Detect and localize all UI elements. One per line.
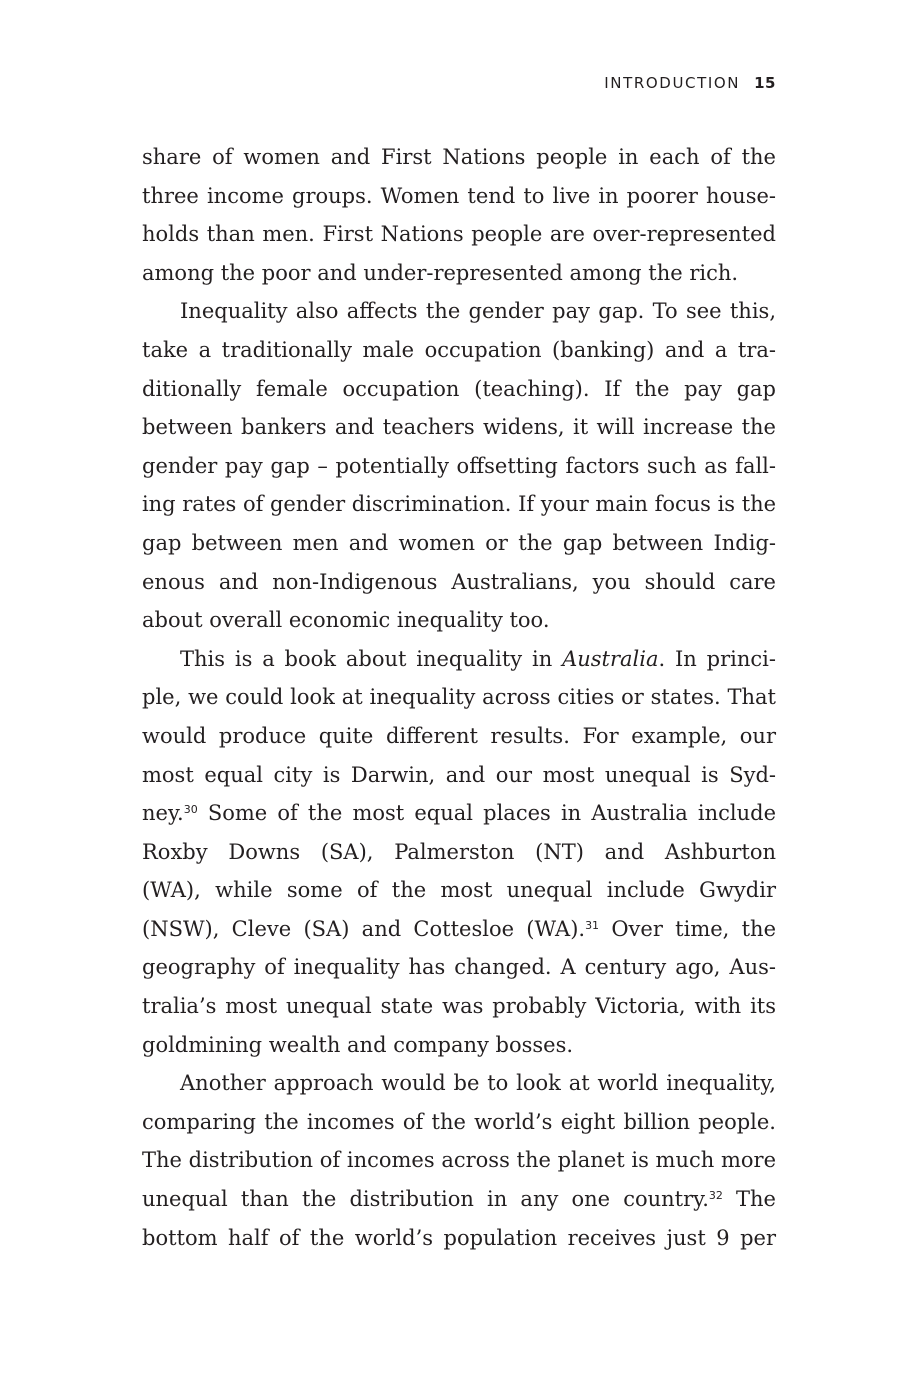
text-line: The distribution of incomes across the planet is much more [142,1148,776,1173]
text-line: gender pay gap – potentially offsetting factors such as fall- [142,453,776,478]
text-line: Roxby Downs (SA), Palmerston (NT) and Ashburton [142,839,776,864]
footnote-reference: 32 [708,1189,723,1203]
body-text [142,138,776,1257]
text-line: holds than men. First Nations people are over-represented [142,222,776,247]
text-line: between bankers and teachers widens, it will increase the [142,415,776,440]
text-line: take a traditionally male occupation (banking) and a tra- [142,337,776,362]
paragraph [142,138,776,292]
section-title: INTRODUCTION [604,74,741,92]
footnote-reference: 31 [585,918,600,932]
text-line: ditionally female occupation (teaching). If the pay gap [142,376,776,401]
text-line: enous and non-Indigenous Australians, you should care [142,569,776,594]
text-line: would produce quite different results. For example, our [142,723,776,748]
text-line: share of women and First Nations people in each of the [142,145,776,169]
text-line: Inequality also affects the gender pay gap. To see this, [180,299,776,324]
text-line: bottom half of the world’s population receives just 9 per [142,1225,776,1250]
text-line: ney.$^{30}$ Some of the most equal places in Australia include [142,801,776,826]
emphasis: Australia [562,646,659,671]
paragraph [142,292,776,639]
text-line: This is a book about inequality in Australia. In princi- [180,646,776,671]
paragraph [142,1064,776,1257]
text-line: geography of inequality has changed. A century ago, Aus- [142,955,776,980]
text-line: about overall economic inequality too. [142,608,550,633]
text-line: ple, we could look at inequality across cities or states. That [142,685,776,710]
text-line: unequal than the distribution in any one country.$^{32}$ The [142,1187,776,1212]
text-line: tralia’s most unequal state was probably Victoria, with its [142,994,776,1019]
text-line: three income groups. Women tend to live in poorer house- [142,183,776,208]
text-line: gap between men and women or the gap between Indig- [142,530,776,555]
paragraph [142,640,776,1065]
text-line: most equal city is Darwin, and our most unequal is Syd- [142,762,776,787]
text-line: comparing the incomes of the world’s eight billion people. [142,1109,776,1134]
page-number: 15 [754,74,776,92]
text-line: ing rates of gender discrimination. If your main focus is the [142,492,776,517]
text-line: among the poor and under-represented among the rich. [142,260,739,285]
text-line: goldmining wealth and company bosses. [142,1032,574,1057]
text-line: Another approach would be to look at world inequality, [180,1071,776,1096]
text-line: (WA), while some of the most unequal include Gwydir [142,878,776,903]
text-line: (NSW), Cleve (SA) and Cottesloe (WA).$^{31}$ Over time, the [142,916,776,941]
running-head [604,74,776,92]
footnote-reference: 30 [183,803,198,817]
